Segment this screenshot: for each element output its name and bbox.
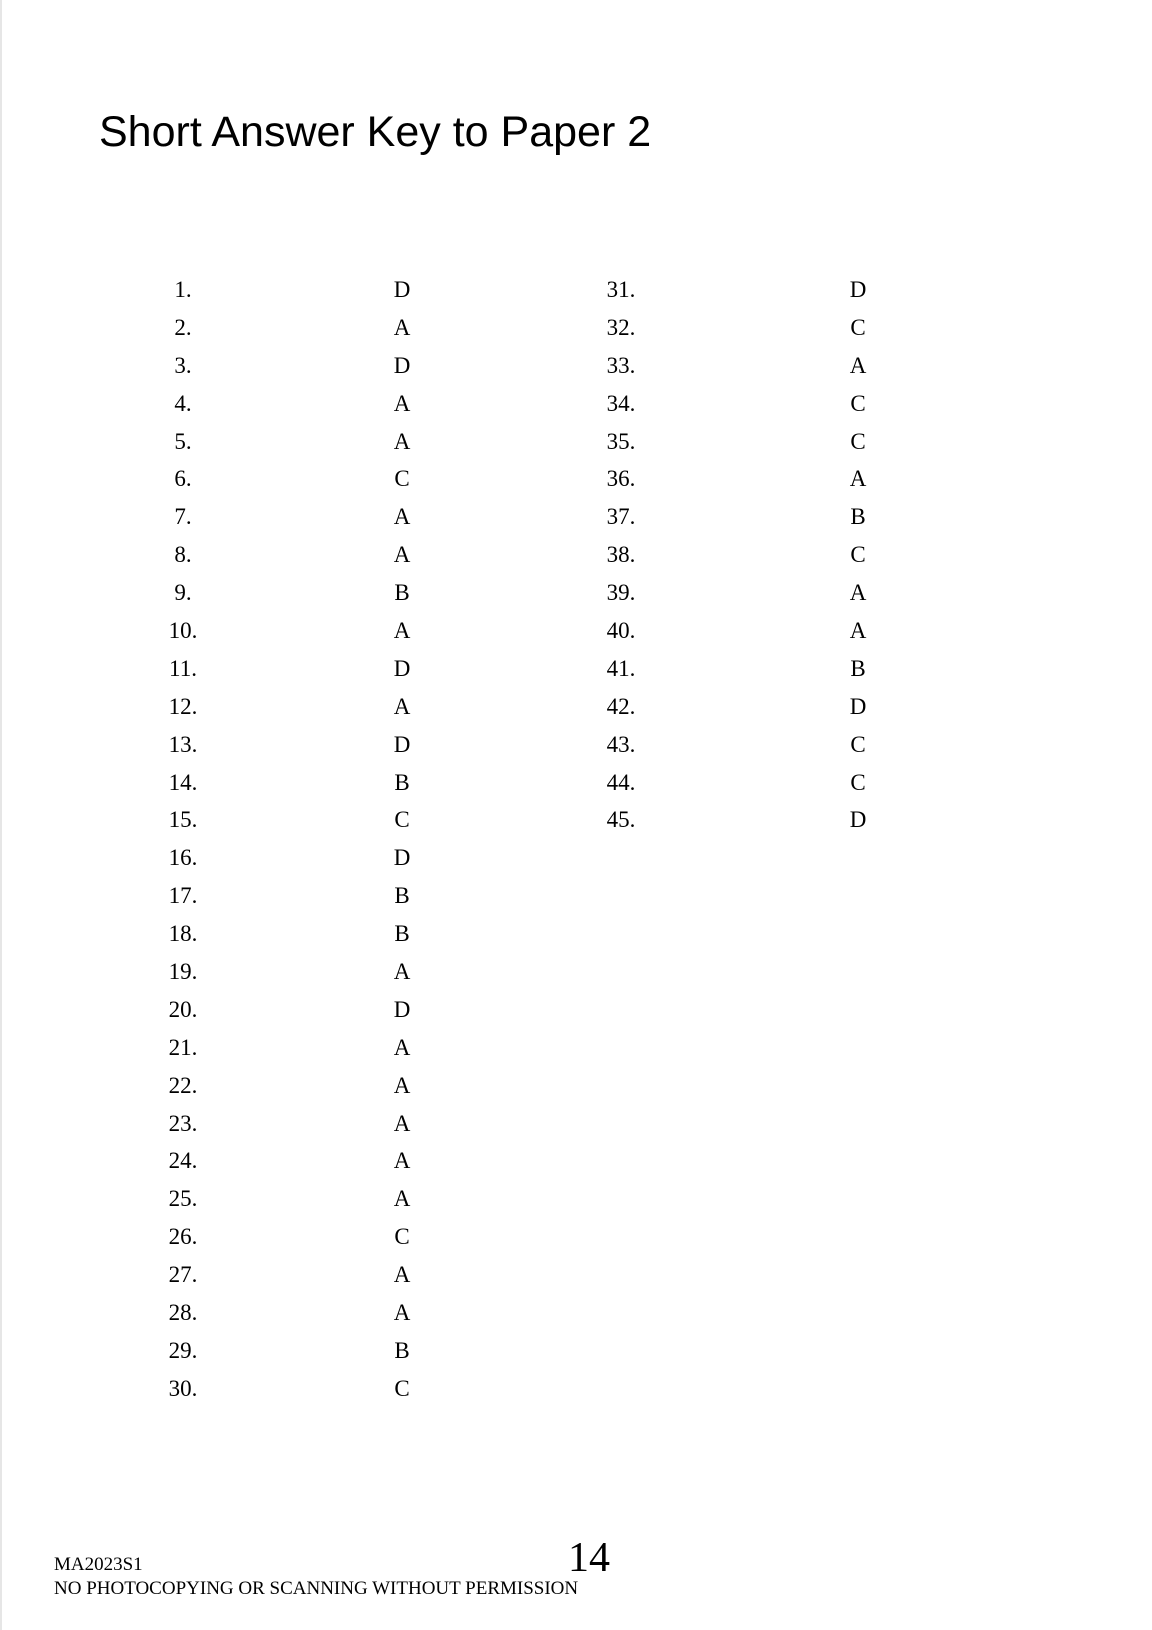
answer-row (0, 464, 1100, 502)
answer-letter: A (393, 1034, 411, 1060)
answer-letter: C (850, 390, 866, 416)
question-number: 43. (606, 731, 636, 757)
answer-letter: D (849, 807, 867, 833)
question-number: 45. (606, 807, 636, 833)
question-number: 12. (168, 693, 198, 719)
answer-row (0, 1374, 600, 1412)
answer-letter: B (394, 921, 410, 947)
question-number: 11. (169, 655, 197, 681)
answer-letter: A (849, 352, 867, 378)
answer-letter: D (393, 655, 411, 681)
answer-row (0, 1222, 600, 1260)
question-number: 17. (168, 883, 198, 909)
question-number: 41. (606, 655, 636, 681)
answer-row (0, 881, 600, 919)
question-number: 35. (606, 428, 636, 454)
answer-letter: D (393, 731, 411, 757)
question-number: 34. (606, 390, 636, 416)
answer-letter: D (849, 277, 867, 302)
answer-letter: A (393, 542, 411, 568)
answer-letter: A (849, 580, 867, 606)
answer-row (0, 1146, 600, 1184)
question-number: 24. (168, 1148, 198, 1174)
question-number: 9. (174, 580, 192, 606)
question-number: 16. (168, 845, 198, 871)
question-number: 20. (168, 996, 198, 1022)
question-number: 10. (168, 618, 198, 644)
answer-letter: B (850, 655, 866, 681)
answer-letter: B (850, 504, 866, 530)
answer-row (0, 730, 1100, 768)
copyright-notice: NO PHOTOCOPYING OR SCANNING WITHOUT PERMISSION (54, 1578, 579, 1599)
answer-letter: C (850, 769, 866, 795)
answer-letter: B (394, 769, 410, 795)
answer-row (0, 919, 600, 957)
question-number: 31. (606, 277, 636, 302)
answer-row (0, 654, 1100, 692)
question-number: 27. (168, 1262, 198, 1288)
answer-letter: A (393, 390, 411, 416)
question-number: 40. (606, 618, 636, 644)
question-number: 26. (168, 1224, 198, 1250)
question-number: 13. (168, 731, 198, 757)
answer-row (0, 1033, 600, 1071)
answer-letter: A (393, 1110, 411, 1136)
answer-letter: C (850, 542, 866, 568)
answer-letter: C (394, 1375, 410, 1401)
answer-row (0, 995, 600, 1033)
answer-letter: C (850, 731, 866, 757)
question-number: 39. (606, 580, 636, 606)
answer-letter: A (393, 428, 411, 454)
question-number: 18. (168, 921, 198, 947)
answer-letter: D (849, 693, 867, 719)
question-number: 14. (168, 769, 198, 795)
answer-row (0, 1071, 600, 1109)
question-number: 8. (174, 542, 192, 568)
answer-letter: A (849, 466, 867, 492)
answer-letter: C (394, 1224, 410, 1250)
question-number: 23. (168, 1110, 198, 1136)
answer-letter: A (393, 314, 411, 340)
answer-row (0, 1109, 600, 1147)
answer-row (0, 389, 1100, 427)
answer-row (0, 427, 1100, 465)
answer-row (0, 351, 1100, 389)
answer-column-right (0, 275, 1100, 843)
answer-letter: A (393, 1262, 411, 1288)
question-number: 33. (606, 352, 636, 378)
answer-row (0, 578, 1100, 616)
answer-letter: A (393, 1072, 411, 1098)
question-number: 32. (606, 314, 636, 340)
answer-row (0, 1260, 600, 1298)
answer-letter: A (393, 1300, 411, 1326)
question-number: 28. (168, 1300, 198, 1326)
answer-letter: D (393, 996, 411, 1022)
answer-letter: D (393, 352, 411, 378)
answer-row (0, 843, 600, 881)
answer-row (0, 313, 1100, 351)
question-number: 44. (606, 769, 636, 795)
question-number: 1. (174, 277, 192, 302)
document-code: MA2023S1 (54, 1554, 143, 1575)
answer-row (0, 1298, 600, 1336)
answer-row (0, 540, 1100, 578)
question-number: 2. (174, 314, 192, 340)
answer-row (0, 805, 1100, 843)
answer-letter: C (394, 807, 410, 833)
answer-letter: D (393, 277, 411, 302)
answer-row (0, 692, 1100, 730)
answer-letter: B (394, 883, 410, 909)
question-number: 38. (606, 542, 636, 568)
question-number: 25. (168, 1186, 198, 1212)
answer-row (0, 616, 1100, 654)
question-number: 5. (174, 428, 192, 454)
question-number: 29. (168, 1337, 198, 1363)
answer-letter: B (394, 1337, 410, 1363)
question-number: 15. (168, 807, 198, 833)
answer-letter: C (394, 466, 410, 492)
question-number: 22. (168, 1072, 198, 1098)
answer-row (0, 1336, 600, 1374)
answer-row (0, 768, 1100, 806)
page-number: 14 (568, 1535, 610, 1581)
question-number: 3. (174, 352, 192, 378)
answer-letter: A (393, 618, 411, 644)
question-number: 30. (168, 1375, 198, 1401)
answer-letter: A (849, 618, 867, 644)
question-number: 4. (174, 390, 192, 416)
page-title: Short Answer Key to Paper 2 (99, 108, 652, 156)
question-number: 36. (606, 466, 636, 492)
answer-row (0, 1184, 600, 1222)
answer-letter: D (393, 845, 411, 871)
answer-row (0, 502, 1100, 540)
answer-letter: A (393, 504, 411, 530)
question-number: 21. (168, 1034, 198, 1060)
answer-letter: A (393, 1186, 411, 1212)
question-number: 42. (606, 693, 636, 719)
question-number: 7. (174, 504, 192, 530)
answer-row (0, 957, 600, 995)
answer-letter: B (394, 580, 410, 606)
answer-letter: C (850, 314, 866, 340)
answer-letter: A (393, 959, 411, 985)
question-number: 6. (174, 466, 192, 492)
answer-letter: A (393, 1148, 411, 1174)
question-number: 19. (168, 959, 198, 985)
answer-row (0, 275, 1100, 313)
answer-letter: C (850, 428, 866, 454)
question-number: 37. (606, 504, 636, 530)
answer-letter: A (393, 693, 411, 719)
